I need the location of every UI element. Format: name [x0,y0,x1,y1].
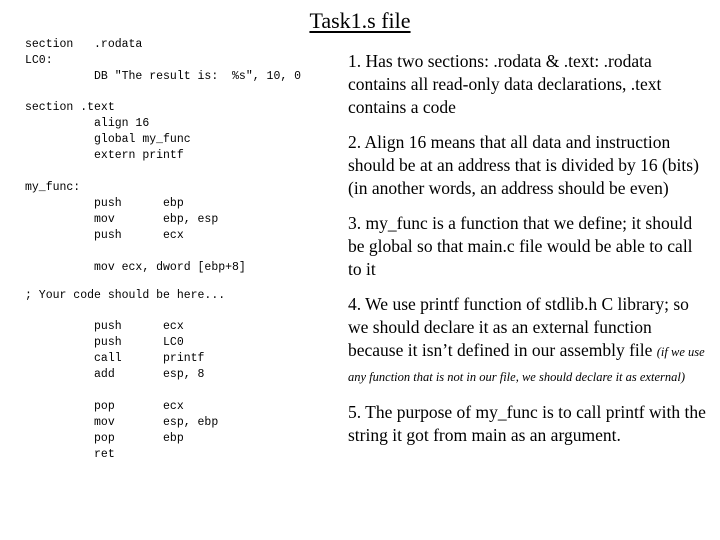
notes-panel [348,50,710,459]
code-my-func-prologue: my_func: push ebp mov ebp, esp push ecx [25,181,219,242]
note-4 [348,293,710,389]
code-call-printf: push ecx push LC0 call printf add esp, 8 [94,320,205,381]
note-1: 1. Has two sections: .rodata & .text: .rodata contains all read-only data declarations, .text contains a code [348,51,662,117]
code-text-section: section .text align 16 global my_func extern printf [25,101,191,162]
code-epilogue: pop ecx mov esp, ebp pop ebp ret [94,400,219,461]
note-4-aside: (if we use any function that is not in our file, we should declare it as external) [348,345,705,384]
slide-title: Task1.s file [309,8,411,33]
note-5: 5. The purpose of my_func is to call printf with the string it got from main as an argument. [348,402,706,445]
code-load-arg: mov ecx, dword [ebp+8] [25,261,246,274]
note-2: 2. Align 16 means that all data and instruction should be at an address that is divided by 16 (bits) (in another words, an address should be even) [348,132,699,198]
code-comment: ; Your code should be here... [25,289,226,302]
code-rodata-section: section .rodata LC0: DB "The result is: %s", 10, 0 [25,38,302,83]
note-3: 3. my_func is a function that we define; it should be global so that main.c file would be able to call to it [348,213,693,279]
note-4-main: 4. We use printf function of stdlib.h C library; so we should declare it as an external function because it isn’t defined in our assembly file [348,294,689,360]
